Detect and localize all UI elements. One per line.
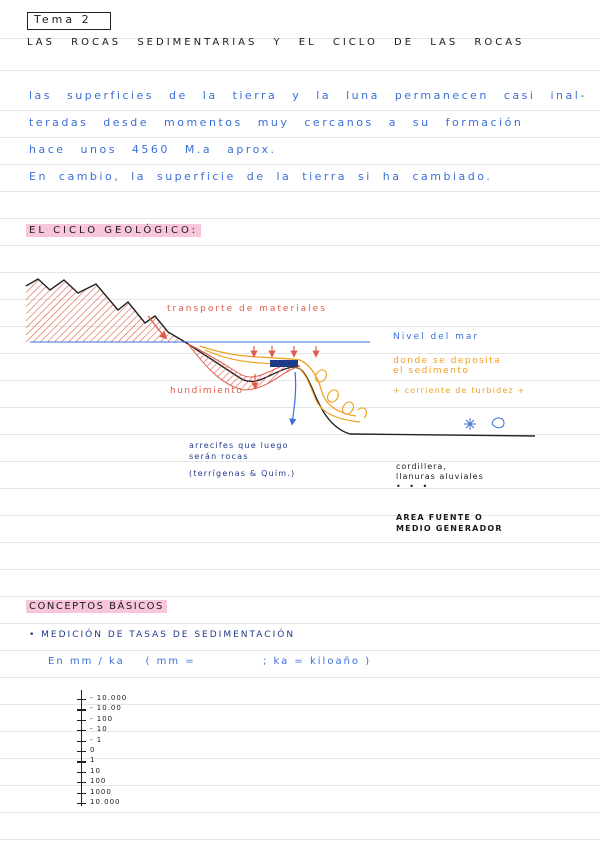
arrecifes-label-1: arrecifes que luego	[189, 441, 289, 450]
scale-tick-mark	[77, 709, 86, 710]
deposita-label-2: el sedimento	[393, 366, 470, 376]
scale-tick-label: 100	[90, 777, 107, 786]
scale-tick-mark	[77, 741, 86, 742]
cordillera-label-3: • • •	[396, 482, 431, 491]
hundimiento-label: hundimiento	[170, 386, 244, 396]
reef-arrow	[292, 372, 296, 424]
sea-creatures	[464, 418, 504, 430]
reef-block	[270, 360, 298, 367]
scale-tick-mark	[77, 699, 86, 700]
scale-tick-label: - 10.00	[90, 704, 122, 713]
nivel-mar-label: Nivel del mar	[393, 332, 480, 342]
intro-line-4: En cambio, la superficie de la tierra si ha cambiado.	[29, 170, 493, 183]
scale-tick-mark	[77, 793, 86, 794]
scale-tick-mark	[77, 730, 86, 731]
scale-tick-label: 1	[90, 756, 96, 765]
cordillera-label-1: cordillera,	[396, 462, 447, 471]
scale-tick-mark	[77, 782, 86, 783]
scale-tick-label: 1000	[90, 787, 112, 796]
arrecifes-label-3: (terrígenas & Quím.)	[189, 469, 296, 478]
unidades-line: En mm / ka ( mm = ; ka = kiloaño )	[48, 656, 372, 667]
scale-tick-label: 10.000	[90, 798, 121, 806]
scale-tick-mark	[77, 772, 86, 773]
scale-tick-mark	[77, 720, 86, 721]
scale-tick-mark	[77, 803, 86, 804]
area-fuente-label: AREA FUENTE O	[396, 513, 484, 522]
intro-line-1: las superficies de la tierra y la luna permanecen casi inal-	[29, 89, 587, 102]
transporte-label: transporte de materiales	[167, 304, 327, 314]
scale-tick-label: - 10.000	[90, 694, 128, 702]
scale-axis	[81, 690, 82, 806]
intro-line-3: hace unos 4560 M.a aprox.	[29, 143, 277, 156]
intro-line-2: teradas desde momentos muy cercanos a su formación	[29, 116, 524, 129]
ciclo-heading: EL CICLO GEOLÓGICO:	[26, 224, 201, 237]
scale-tick-label: 10	[90, 766, 101, 775]
scale-tick-label: - 100	[90, 714, 114, 723]
cordillera-label-2: llanuras aluviales	[396, 472, 484, 481]
scale-tick-label: - 10	[90, 725, 108, 734]
tema-label: Tema 2	[34, 13, 92, 26]
medicion-bullet: • MEDICIÓN DE TASAS DE SEDIMENTACIÓN	[29, 630, 296, 640]
scale-tick-label: - 1	[90, 735, 103, 744]
conceptos-heading: CONCEPTOS BÁSICOS	[26, 600, 167, 613]
page-title: LAS ROCAS SEDIMENTARIAS Y EL CICLO DE LAS ROCAS	[27, 37, 525, 48]
corriente-label: + corriente de turbidez +	[393, 386, 526, 395]
medio-generador-label: MEDIO GENERADOR	[396, 524, 503, 533]
deposita-label-1: donde se deposita	[393, 356, 502, 366]
scale-tick-mark	[77, 761, 86, 762]
arrecifes-label-2: serán rocas	[189, 452, 249, 461]
scale-tick-label: 0	[90, 746, 96, 754]
scale-tick-mark	[77, 751, 86, 752]
